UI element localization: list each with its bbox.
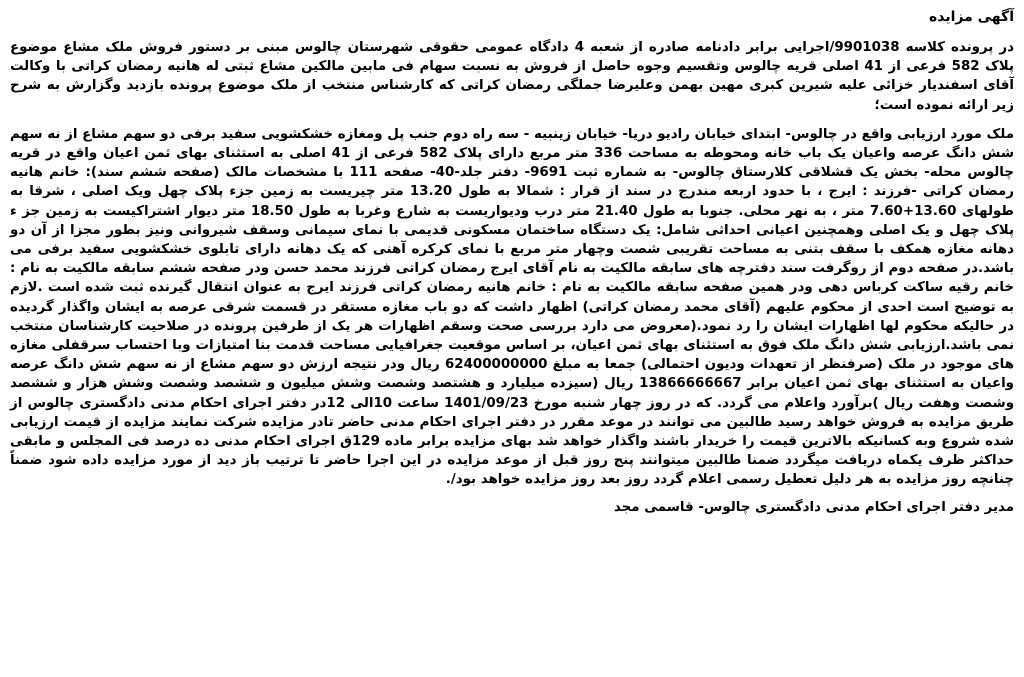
signature-line: مدیر دفتر اجرای احکام مدنی دادگستری چالوس- قاسمی مجد	[613, 499, 1014, 515]
property-details-paragraph: ملک مورد ارزیابی واقع در چالوس- ابتدای خیابان رادیو دریا- خیابان زینبیه - سه راه دوم جنب پل ومغازه خشکشویی سفید برفی دو سهم مشاع از نه سهم شش دانگ عرصه واعیان یک باب خانه ومحوطه به مساحت 336 متر مربع دارای پلاک 582 فرعی از 41 اصلی به استثنای بهای ثمن اعیان واقع در قریه چالوس محله- بخش یک قشلاقی کلارستاق چالوس- به شماره ثبت 9691- دفتر جلد-40- صفحه 111 با مشخصات مالک (صفحه ششم سند): خانم هانیه رمضان کراتی -فرزند : ایرج ، با حدود اربعه مندرج در سند از قرار : شمالا به طول 13.20 متر چیریست به زمین جزء پلاک چهل ویک اصلی ، شرقا به طولهای 13.60+7.60 متر ، به نهر محلی. جنوبا به طول 21.40 متر درب ودیواریست به شارع وغربا به طول 18.50 متر دیوار اشتراکیست به زمین جز ء پلاک چهل و یک اصلی وهمچنین اعیانی احداثی شامل: یک دستگاه ساختمان مسکونی قدیمی با نمای سیمانی وسقف شیروانی ونیز بطور مجزا از آن دو دهانه مغازه همکف با سقف بتنی به مساحت تقریبی شصت وچهار متر مربع با نمای کرکره آهنی که یک دهانه دارای تابلوی خشکشویی سفید برفی می باشد.در صفحه دوم از روگرفت سند دفترچه های سابقه مالکیت به نام آقای ایرج رمضان کراتی فرزند محمد حسن ودر صفحه ششم سابقه مالکیت به نام : خانم رقیه ساکت کرباس دهی ودر همین صفحه سابقه مالکیت به نام : خانم هانیه رمضان کراتی فرزند ایرج به عنوان انتقال گیرنده ثبت شده است .لازم به توضیح است احدی از محکوم علیهم (آقای محمد رمضان کراتی) اظهار داشت که دو باب مغازه مستقر در قسمت شرقی عرصه به ایشان واگذار گردیده در حالیکه محکوم لها اظهارات ایشان را رد نمود.(معروض می دارد بررسی صحت وسقم اظهارات هر یک از طرفین پرونده در صلاحیت کارشناسان منتخب نمی باشد.ارزیابی شش دانگ ملک فوق به استثنای بهای ثمن اعیان، بر اساس موقعیت جغرافیایی مساحت قدمت بنا امتیازات وبا احتساب سرقفلی مغازه های موجود در ملک (صرفنظر از تعهدات ودیون احتمالی) جمعا به مبلغ 62400000000 ریال ودر نتیجه ارزش دو سهم مشاع از نه سهم شش دانگ عرصه واعیان به استثنای بهای ثمن اعیان برابر 13866666667 ریال (سیزده میلیارد و هشتصد وشصت وشش میلیون و ششصد وشصت وشش هزار و ششصد وشصت وهفت ریال )برآورد واعلام می گردد. که در روز چهار شنبه مورخ 1401/09/23 ساعت 10الی 12در دفتر اجرای احکام مدنی دادگستری چالوس از طریق مزایده به فروش خواهد رسید طالبین می توانند در موعد مقرر در دفتر اجرای احکام مدنی حاضر تادر مزایده شرکت نمایند مزایده از قیمت ارزیابی شده شروع وبه کسانیکه بالاترین قیمت را خریدار باشند واگذار خواهد شد بهای مزایده برابر ماده 129ق اجرای احکام مدنی ده درصد فی المجلس و مابقی حداکثر ظرف یکماه دریافت میگردد ضمنا طالبین میتوانند پنج روز قبل از موعد مزایده در این اجرا حاضر تا ترتیب باز دید از مورد مزایده داده شود ضمناً چنانچه روز مزایده به هر دلیل تعطیل رسمی اعلام گردد روز بعد روز مزایده خواهد بود/.	[10, 126, 1015, 488]
case-intro-paragraph: در پرونده کلاسه 9901038/اجرایی برابر دادنامه صادره از شعبه 4 دادگاه عمومی حقوقی شهرستان چالوس مبنی بر دستور فروش ملک مشاع موضوع پلاک 582 فرعی از 41 اصلی قریه چالوس وتقسیم وجوه حاصل از فروش به نسبت سهام فی مابین مالکین مشاع ثبتی له هانیه رمضان کراتی با وکالت آقای اسفندیار خزائی علیه شیرین کبری مهین بهمن وعلیرضا جملگی رمضان کراتی که کارشناس منتخب از ملک موضوع پرونده بازدید وگزارش به شرح زیر ارائه نموده است؛	[10, 40, 1014, 113]
notice-title: آگهی مزایده	[928, 9, 1014, 25]
